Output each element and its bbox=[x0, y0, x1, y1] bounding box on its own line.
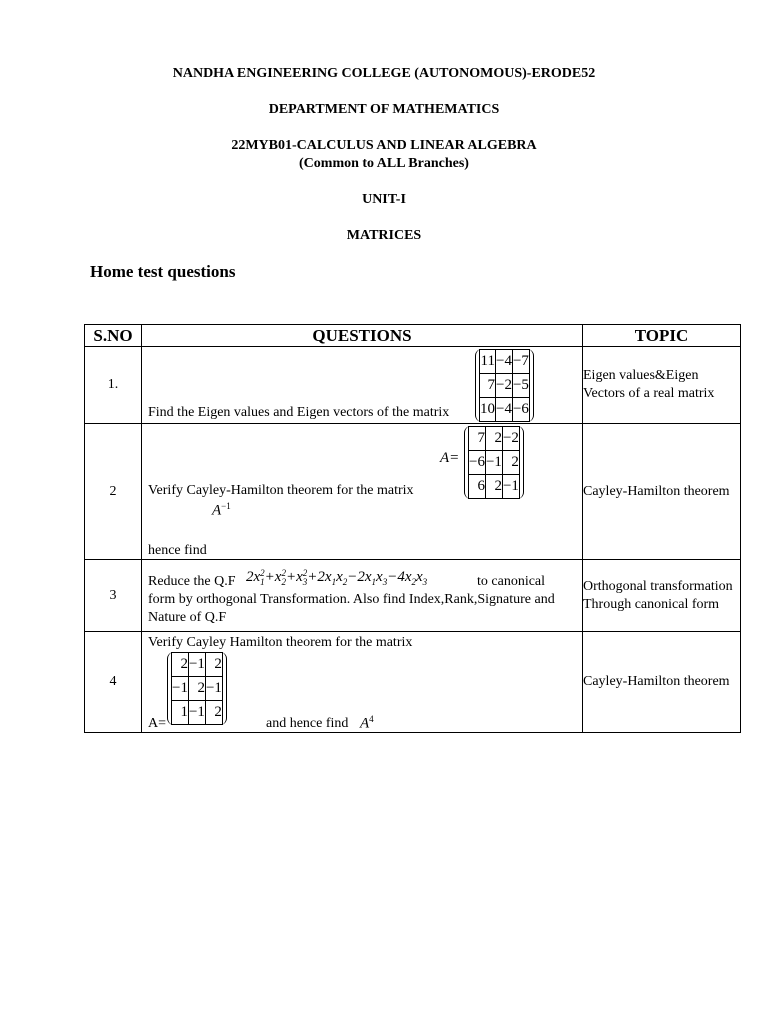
matrix-cell: 2 bbox=[502, 451, 519, 475]
matrix-cell: 2 bbox=[205, 653, 222, 677]
power-expression bbox=[360, 711, 374, 733]
matrix-cell: 11 bbox=[480, 350, 496, 374]
course-title: 22MYB01-CALCULUS AND LINEAR ALGEBRA bbox=[231, 138, 537, 153]
matrix-label: A= bbox=[440, 450, 460, 466]
department-name: DEPARTMENT OF MATHEMATICS bbox=[268, 102, 500, 117]
matrix bbox=[167, 652, 227, 725]
question-text: Find the Eigen values and Eigen vectors of the matrix bbox=[148, 405, 450, 420]
qf-operator: − bbox=[347, 569, 358, 586]
matrix-cell: 10 bbox=[480, 398, 496, 422]
row-question bbox=[142, 632, 583, 733]
row-topic: Orthogonal transformation Through canonical form bbox=[583, 560, 741, 632]
matrix-cell: 2 bbox=[205, 701, 222, 725]
qf-coefficient: 2 bbox=[246, 569, 254, 586]
matrix-cell: −4 bbox=[496, 350, 513, 374]
matrix-cell: 2 bbox=[188, 677, 205, 701]
qf-variable: x bbox=[376, 569, 383, 586]
matrix-cell: 6 bbox=[469, 475, 486, 499]
qf-variable: x bbox=[253, 569, 261, 586]
power-symbol: A bbox=[360, 715, 370, 732]
table-row bbox=[85, 424, 741, 560]
qf-subscript: 2 bbox=[281, 577, 286, 587]
matrix-cell: −6 bbox=[469, 451, 486, 475]
question-tail: hence find bbox=[148, 543, 207, 558]
qf-term bbox=[397, 569, 428, 588]
qf-subscript: 1 bbox=[260, 577, 265, 587]
qf-variable: x bbox=[404, 569, 412, 586]
qf-superscript: 2 bbox=[302, 568, 308, 578]
row-topic: Eigen values&Eigen Vectors of a real matrix bbox=[583, 347, 741, 424]
matrix-cell: 1 bbox=[172, 701, 189, 725]
qf-variable: x bbox=[296, 569, 303, 586]
unit-number: UNIT-I bbox=[362, 192, 406, 207]
qf-operator: + bbox=[285, 569, 297, 586]
matrix-cell: 2 bbox=[172, 653, 189, 677]
matrix-cell: −1 bbox=[205, 677, 222, 701]
row-question bbox=[142, 560, 583, 632]
row-sno: 2 bbox=[85, 424, 142, 560]
matrix-label: A= bbox=[148, 716, 167, 731]
matrix-cell: −6 bbox=[512, 398, 529, 422]
qf-term bbox=[296, 569, 317, 585]
row-topic: Cayley-Hamilton theorem bbox=[583, 424, 741, 560]
question-lead: Reduce the Q.F bbox=[148, 574, 236, 589]
college-name: NANDHA ENGINEERING COLLEGE (AUTONOMOUS)-ERODE52 bbox=[172, 66, 596, 81]
table-row bbox=[85, 560, 741, 632]
qf-term bbox=[317, 569, 358, 588]
qf-variable: x bbox=[336, 569, 343, 586]
qf-term bbox=[275, 569, 296, 585]
matrix-cell: −1 bbox=[188, 701, 205, 725]
column-header-sno: S.NO bbox=[85, 325, 142, 347]
table-row bbox=[85, 632, 741, 733]
power-exponent: 4 bbox=[369, 714, 374, 724]
qf-variable: x bbox=[274, 569, 282, 586]
row-question bbox=[142, 424, 583, 560]
qf-coefficient: 2 bbox=[357, 569, 365, 586]
qf-subscript: 3 bbox=[422, 577, 428, 588]
matrix-cell: −1 bbox=[485, 451, 502, 475]
question-tail: and hence find bbox=[266, 716, 349, 731]
question-trail: to canonical bbox=[477, 574, 546, 589]
matrix-cell: 2 bbox=[485, 427, 502, 451]
inverse-symbol: A bbox=[212, 502, 222, 519]
qf-variable: x bbox=[364, 569, 372, 586]
qf-coefficient: 4 bbox=[397, 569, 405, 586]
qf-superscript: 2 bbox=[281, 568, 286, 578]
qf-subscript: 1 bbox=[331, 577, 337, 588]
question-text: Verify Cayley-Hamilton theorem for the matrix bbox=[148, 483, 414, 498]
matrix-cell: −4 bbox=[496, 398, 513, 422]
qf-subscript: 2 bbox=[342, 577, 348, 588]
row-sno: 3 bbox=[85, 560, 142, 632]
qf-term bbox=[357, 569, 398, 588]
questions-table bbox=[84, 324, 741, 733]
matrix-cell: −2 bbox=[496, 374, 513, 398]
matrix bbox=[464, 426, 524, 499]
matrix bbox=[475, 349, 534, 422]
matrix-cell: −5 bbox=[512, 374, 529, 398]
row-sno: 1. bbox=[85, 347, 142, 424]
qf-term bbox=[246, 569, 275, 585]
matrix-cell: 2 bbox=[485, 475, 502, 499]
qf-operator: + bbox=[307, 569, 318, 586]
matrix-cell: −1 bbox=[502, 475, 519, 499]
qf-variable: x bbox=[324, 569, 332, 586]
table-header-row bbox=[85, 325, 741, 347]
question-text: Verify Cayley Hamilton theorem for the matrix bbox=[148, 635, 413, 650]
column-header-questions: QUESTIONS bbox=[142, 325, 583, 347]
qf-superscript: 2 bbox=[260, 568, 265, 578]
unit-title: MATRICES bbox=[346, 228, 422, 243]
matrix-cell: −7 bbox=[512, 350, 529, 374]
qf-subscript: 1 bbox=[371, 577, 377, 588]
qf-operator: + bbox=[264, 569, 275, 586]
row-sno: 4 bbox=[85, 632, 142, 733]
row-question bbox=[142, 347, 583, 424]
quadratic-form bbox=[246, 569, 427, 591]
section-subtitle: Home test questions bbox=[90, 262, 236, 281]
question-rest: form by orthogonal Transformation. Also find Index,Rank,Signature and Nature of Q.F bbox=[148, 592, 555, 625]
qf-coefficient: 2 bbox=[317, 569, 325, 586]
qf-subscript: 2 bbox=[411, 577, 416, 588]
matrix-cell: −1 bbox=[172, 677, 189, 701]
inverse-expression bbox=[212, 498, 231, 520]
table-row bbox=[85, 347, 741, 424]
matrix-cell: 7 bbox=[469, 427, 486, 451]
qf-operator: − bbox=[387, 569, 398, 586]
row-topic: Cayley-Hamilton theorem bbox=[583, 632, 741, 733]
qf-variable: x bbox=[416, 569, 423, 586]
inverse-exponent: −1 bbox=[221, 501, 231, 511]
qf-subscript: 3 bbox=[382, 577, 388, 588]
qf-subscript: 3 bbox=[302, 577, 308, 587]
matrix-cell: −1 bbox=[188, 653, 205, 677]
matrix-cell: 7 bbox=[480, 374, 496, 398]
course-common-note: (Common to ALL Branches) bbox=[299, 156, 469, 171]
column-header-topic: TOPIC bbox=[583, 325, 741, 347]
matrix-cell: −2 bbox=[502, 427, 519, 451]
